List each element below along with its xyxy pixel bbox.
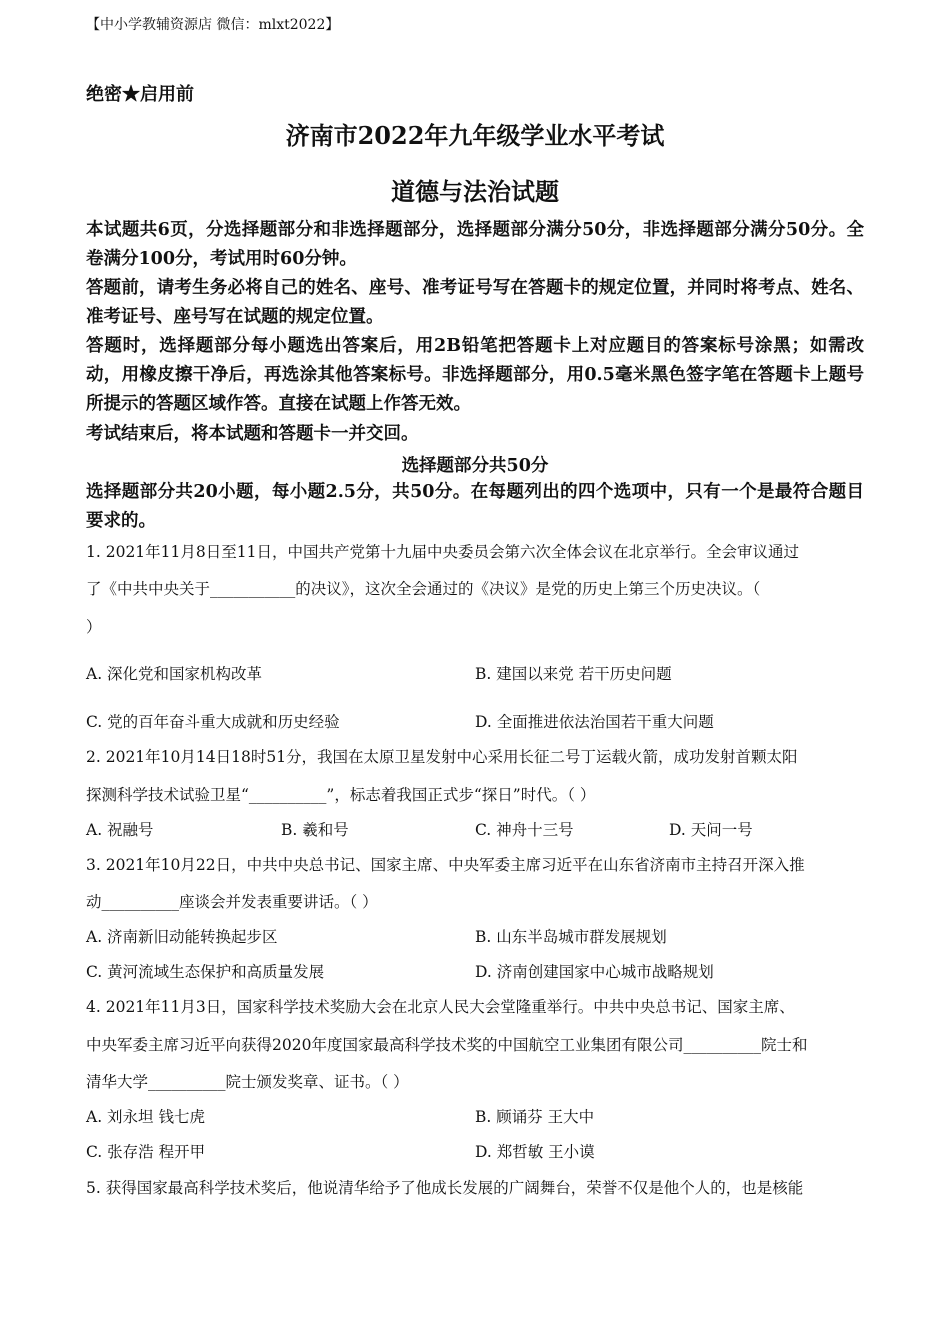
question-4-option-b: B. 顾诵芬 王大中 <box>475 1108 595 1126</box>
confidential-label: 绝密★启用前 <box>86 84 194 105</box>
instruction-paragraph: 本试题共6页，分选择题部分和非选择题部分，选择题部分满分50分，非选择题部分满分50分。全卷满分100分，考试用时60分钟。 <box>86 220 864 269</box>
question-4-option-c: C. 张存浩 程开甲 <box>86 1143 206 1161</box>
source-note: 【中小学教辅资源店 微信：mlxt2022】 <box>86 17 340 33</box>
question-1-option-c: C. 党的百年奋斗重大成就和历史经验 <box>86 713 340 731</box>
exam-title: 济南市2022年九年级学业水平考试 <box>285 121 665 150</box>
question-1-line: 1. 2021年11月8日至11日，中国共产党第十九届中央委员会第六次全体会议在北京举行。全会审议通过 <box>86 543 799 561</box>
question-1-line: ） <box>86 618 102 636</box>
question-4-option-d: D. 郑哲敏 王小谟 <box>475 1143 595 1161</box>
question-3-line: 动__________座谈会并发表重要讲话。（ ） <box>86 893 378 911</box>
question-3-option-c: C. 黄河流域生态保护和高质量发展 <box>86 963 325 981</box>
question-3-option-b: B. 山东半岛城市群发展规划 <box>475 928 667 946</box>
question-3-option-d: D. 济南创建国家中心城市战略规划 <box>475 963 714 981</box>
question-4-option-a: A. 刘永坦 钱七虎 <box>86 1108 205 1126</box>
question-2-option-d: D. 天问一号 <box>669 821 753 839</box>
question-2-option-a: A. 祝融号 <box>86 821 154 839</box>
question-4-line: 中央军委主席习近平向获得2020年度国家最高科学技术奖的中国航空工业集团有限公司__________院士和 <box>86 1036 808 1054</box>
question-2-line: 探测科学技术试验卫星“__________”，标志着我国正式步“探日”时代。（ ） <box>86 786 596 804</box>
section-heading: 选择题部分共50分 <box>401 456 549 476</box>
instruction-paragraph: 答题前，请考生务必将自己的姓名、座号、准考证号写在答题卡的规定位置，并同时将考点、姓名、准考证号、座号写在试题的规定位置。 <box>86 278 864 327</box>
question-2-option-b: B. 羲和号 <box>281 821 349 839</box>
question-1-option-d: D. 全面推进依法治国若干重大问题 <box>475 713 714 731</box>
section-intro: 选择题部分共20小题，每小题2.5分，共50分。在每题列出的四个选项中，只有一个是最符合题目要求的。 <box>86 482 864 531</box>
question-2-line: 2. 2021年10月14日18时51分，我国在太原卫星发射中心采用长征二号丁运载火箭，成功发射首颗太阳 <box>86 748 798 766</box>
question-1-option-a: A. 深化党和国家机构改革 <box>86 665 263 683</box>
instruction-paragraph: 考试结束后，将本试题和答题卡一并交回。 <box>86 424 419 444</box>
question-3-line: 3. 2021年10月22日，中共中央总书记、国家主席、中央军委主席习近平在山东省济南市主持召开深入推 <box>86 856 805 874</box>
question-1-option-b: B. 建国以来党 若干历史问题 <box>475 665 672 683</box>
question-2-option-c: C. 神舟十三号 <box>475 821 574 839</box>
exam-subtitle: 道德与法治试题 <box>391 177 559 206</box>
question-4-line: 清华大学__________院士颁发奖章、证书。（ ） <box>86 1073 409 1091</box>
instruction-paragraph: 答题时，选择题部分每小题选出答案后，用2B铅笔把答题卡上对应题目的答案标号涂黑；如需改动，用橡皮擦干净后，再选涂其他答案标号。非选择题部分，用0.5毫米黑色签字笔在答题卡上题号所提示的答题区域作答。直接在试题上作答无效。 <box>86 336 864 414</box>
question-5-line: 5. 获得国家最高科学技术奖后，他说清华给予了他成长发展的广阔舞台，荣誉不仅是他个人的，也是核能 <box>86 1179 804 1197</box>
question-3-option-a: A. 济南新旧动能转换起步区 <box>86 928 278 946</box>
question-4-line: 4. 2021年11月3日，国家科学技术奖励大会在北京人民大会堂隆重举行。中共中央总书记、国家主席、 <box>86 998 795 1016</box>
question-1-line: 了《中共中央关于___________的决议》，这次全会通过的《决议》是党的历史上第三个历史决议。（ <box>86 580 761 598</box>
